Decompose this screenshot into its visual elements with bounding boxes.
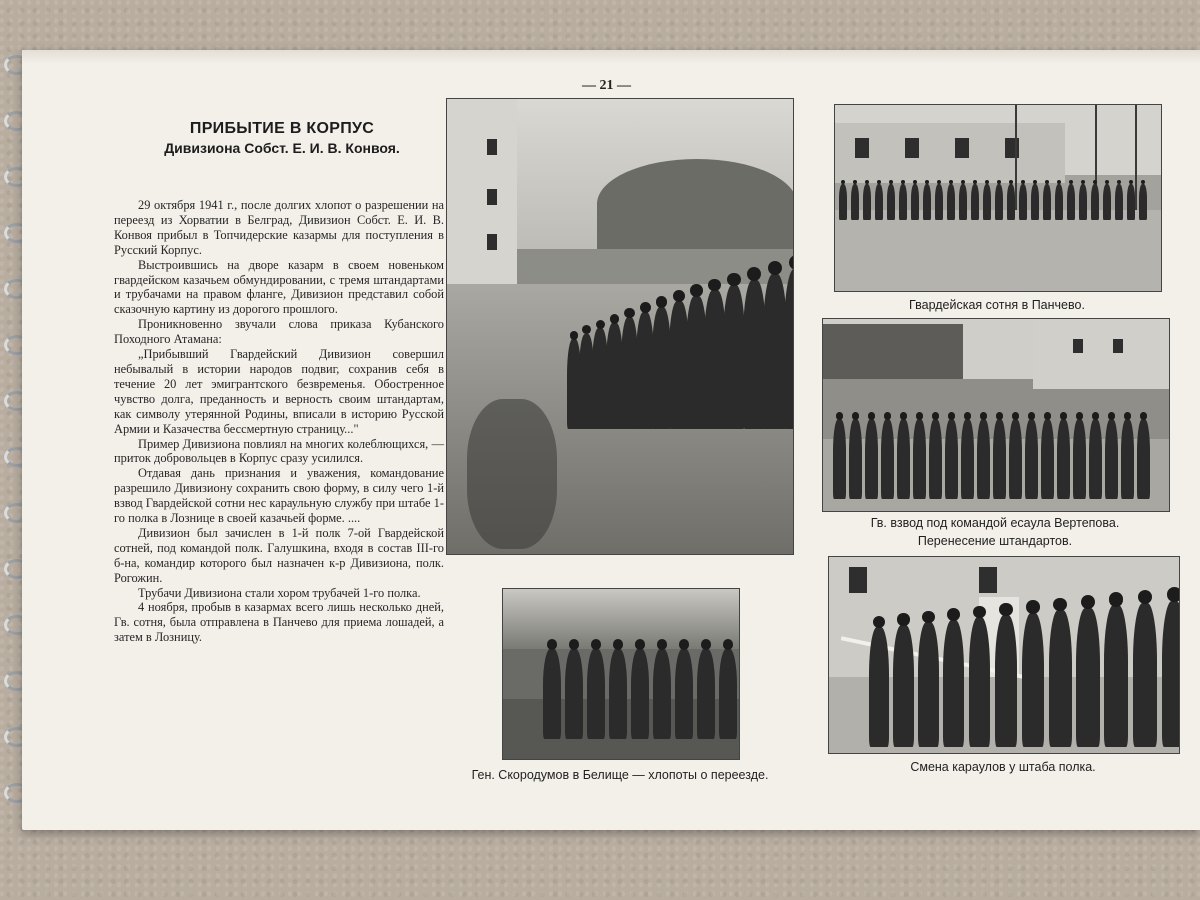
photo-skorodumov-belishche xyxy=(502,588,740,760)
soldier-head xyxy=(999,603,1012,616)
soldier-figure xyxy=(1091,184,1099,220)
paragraph: Выстроившись на дворе казарм в своем новеньком гвардейском казачьем обмундировании, с тремя штандартами и трубачами на правом фланге, Дивизион представил собой сказочную картину из дорогого прошлого. xyxy=(114,257,444,317)
soldier-figure xyxy=(1067,184,1075,220)
soldier-figure xyxy=(587,649,605,739)
soldier-figure xyxy=(697,649,715,739)
soldier-figure xyxy=(1057,419,1070,499)
soldier-head xyxy=(1140,412,1148,420)
soldier-head xyxy=(1109,592,1123,606)
soldier-head xyxy=(727,273,740,286)
soldier-figure xyxy=(887,184,895,220)
soldier-figure xyxy=(929,419,942,499)
soldier-head xyxy=(596,320,605,329)
soldier-head xyxy=(570,331,578,339)
soldier-head xyxy=(1108,412,1116,420)
soldier-figure xyxy=(1162,601,1180,747)
soldier-figure xyxy=(1139,184,1147,220)
soldier-head xyxy=(679,639,690,650)
soldier-figure xyxy=(995,615,1017,747)
soldier-figure xyxy=(543,649,561,739)
soldier-figure xyxy=(1041,419,1054,499)
soldier-figure xyxy=(897,419,910,499)
soldier-head xyxy=(768,261,782,275)
soldier-head xyxy=(657,639,668,650)
soldier-figure xyxy=(1089,419,1102,499)
soldier-head xyxy=(873,616,885,628)
soldier-figure xyxy=(1105,419,1118,499)
soldier-head xyxy=(1081,595,1095,609)
soldier-head xyxy=(922,611,934,623)
soldier-head xyxy=(1076,412,1084,420)
soldier-figure xyxy=(918,622,939,747)
soldier-figure xyxy=(913,419,926,499)
soldier-figure xyxy=(1079,184,1087,220)
soldier-figure xyxy=(833,419,846,499)
paragraph: Пример Дивизиона повлиял на многих колеблющихся, — приток добровольцев в Корпус сразу усилился. xyxy=(114,436,444,466)
soldier-head xyxy=(897,613,909,625)
photo-changing-guard xyxy=(828,556,1180,754)
soldier-figure xyxy=(881,419,894,499)
soldier-figure xyxy=(995,184,1003,220)
paragraph: Дивизион был зачислен в 1-й полк 7-ой Гвардейской сотней, под командой полк. Галушкина, входя в состав III-го б-на, командир которого был назначен к-р Дивизиона, полк. Рогожин. xyxy=(114,525,444,585)
title-line-2: Дивизиона Собст. Е. И. В. Конвоя. xyxy=(164,140,400,156)
photo-pancevo-company xyxy=(834,104,1162,292)
soldier-head xyxy=(868,412,876,420)
soldier-head xyxy=(1012,412,1020,420)
soldier-figure xyxy=(977,419,990,499)
soldier-head xyxy=(610,314,620,324)
soldier-head xyxy=(1026,600,1039,613)
soldier-head xyxy=(673,290,685,302)
soldier-figure xyxy=(893,625,913,747)
soldier-head xyxy=(1028,412,1036,420)
soldier-figure xyxy=(863,184,871,220)
soldier-head xyxy=(613,639,624,650)
soldier-head xyxy=(900,412,908,420)
caption-top-right: Гвардейская сотня в Панчево. xyxy=(909,298,1085,312)
soldier-figure xyxy=(945,419,958,499)
soldier-head xyxy=(547,639,558,650)
soldier-figure xyxy=(1115,184,1123,220)
soldier-figure xyxy=(1076,608,1099,747)
soldier-head xyxy=(1124,412,1132,420)
soldier-head xyxy=(723,639,734,650)
soldier-head xyxy=(884,412,892,420)
soldier-head xyxy=(1167,587,1180,602)
paragraph: Проникновенно звучали слова приказа Кубанского Походного Атамана: xyxy=(114,317,444,347)
soldier-figure xyxy=(983,184,991,220)
book-page xyxy=(22,50,1200,830)
soldier-figure xyxy=(1025,419,1038,499)
paragraph: Отдавая дань признания и уважения, командование разрешило Дивизиону сохранить свою форму, в силу чего 1-й взвод Гвардейской сотни нес караульную службу при штабе 1-го полка в Лознице в своей казачьей форме. .... xyxy=(114,466,444,526)
caption-mid-right-2: Перенесение штандартов. xyxy=(917,534,1073,548)
soldier-head xyxy=(1044,412,1052,420)
caption-bottom-right: Смена караулов у штаба полка. xyxy=(910,760,1096,774)
soldier-head xyxy=(836,412,844,420)
paragraph: Трубачи Дивизиона стали хором трубачей 1-го полка. xyxy=(138,585,421,600)
soldier-figure xyxy=(971,184,979,220)
soldier-figure xyxy=(1049,610,1072,747)
paragraph: 4 ноября, пробыв в казармах всего лишь несколько дней, Гв. сотня, была отправлена в Панчево для приема лошадей, а затем в Лозницу. xyxy=(114,600,444,645)
soldier-figure xyxy=(1137,419,1150,499)
soldier-figure xyxy=(1121,419,1134,499)
photo-courtyard-formation xyxy=(446,98,794,555)
article-body xyxy=(114,186,444,645)
soldier-head xyxy=(656,296,667,307)
soldier-figure xyxy=(1103,184,1111,220)
soldier-figure xyxy=(839,184,847,220)
soldier-figure xyxy=(851,184,859,220)
caption-mid-right-1: Гв. взвод под командой есаула Вертепова. xyxy=(870,516,1120,530)
soldier-figure xyxy=(935,184,943,220)
soldier-figure xyxy=(993,419,1006,499)
soldier-figure xyxy=(1007,184,1015,220)
soldier-figure xyxy=(961,419,974,499)
caption-bottom-center: Ген. Скородумов в Белище — хлопоты о переезде. xyxy=(471,768,769,782)
soldier-figure xyxy=(565,649,583,739)
soldier-figure xyxy=(875,184,883,220)
soldier-head xyxy=(789,255,794,270)
page-number: — 21 — xyxy=(582,78,631,93)
soldier-head xyxy=(569,639,580,650)
title-line-1: ПРИБЫТИЕ В КОРПУС xyxy=(189,120,375,137)
soldier-figure xyxy=(959,184,967,220)
soldier-figure xyxy=(923,184,931,220)
soldier-head xyxy=(701,639,712,650)
page-shadow xyxy=(22,50,1200,64)
soldier-figure xyxy=(849,419,862,499)
soldier-head xyxy=(690,284,702,296)
article-title xyxy=(122,120,442,156)
soldier-figure xyxy=(609,649,627,739)
soldier-figure xyxy=(1031,184,1039,220)
soldier-figure xyxy=(653,649,671,739)
soldier-head xyxy=(591,639,602,650)
soldier-head xyxy=(980,412,988,420)
soldier-head xyxy=(947,608,960,621)
soldier-figure xyxy=(1133,603,1157,747)
soldier-figure xyxy=(1104,605,1128,747)
soldier-head xyxy=(932,412,940,420)
soldier-figure xyxy=(1009,419,1022,499)
soldier-figure xyxy=(631,649,649,739)
photo-platoon-standards xyxy=(822,318,1170,512)
soldier-figure xyxy=(1127,184,1135,220)
soldier-figure xyxy=(784,269,794,429)
soldier-head xyxy=(964,412,972,420)
soldier-head xyxy=(973,606,986,619)
soldier-head xyxy=(996,412,1004,420)
soldier-head xyxy=(1053,598,1067,612)
soldier-head xyxy=(948,412,956,420)
soldier-figure xyxy=(1073,419,1086,499)
soldier-figure xyxy=(911,184,919,220)
soldier-figure xyxy=(675,649,693,739)
soldier-figure xyxy=(943,620,964,747)
soldier-figure xyxy=(947,184,955,220)
soldier-figure xyxy=(1043,184,1051,220)
soldier-figure xyxy=(1055,184,1063,220)
soldier-figure xyxy=(865,419,878,499)
soldier-head xyxy=(635,639,646,650)
soldier-head xyxy=(624,308,634,318)
soldier-figure xyxy=(1019,184,1027,220)
soldier-figure xyxy=(869,627,889,747)
soldier-head xyxy=(1092,412,1100,420)
soldier-figure xyxy=(719,649,737,739)
paragraph: „Прибывший Гвардейский Дивизион совершил небывалый в истории народов подвиг, сохранив себя в течение 20 лет эмигрантского безвременья. Обостренное чувство долга, преданность и верность своим штандартам, как символу утерянной Родины, вписали в историю Русской Армии и Казачества бессмертную страницу..." xyxy=(114,347,444,436)
soldier-head xyxy=(916,412,924,420)
soldier-head xyxy=(640,302,651,313)
soldier-head xyxy=(747,267,761,281)
soldier-head xyxy=(1138,590,1152,604)
soldier-head xyxy=(1060,412,1068,420)
soldier-figure xyxy=(1022,613,1044,747)
soldier-figure xyxy=(969,617,991,747)
soldier-figure xyxy=(899,184,907,220)
paragraph: 29 октября 1941 г., после долгих хлопот о разрешении на переезд из Хорватии в Белград, Дивизион Собст. Е. И. В. Конвоя прибыл в Топчидерские казармы для поступления в Русский Корпус. xyxy=(114,198,444,257)
soldier-head xyxy=(852,412,860,420)
